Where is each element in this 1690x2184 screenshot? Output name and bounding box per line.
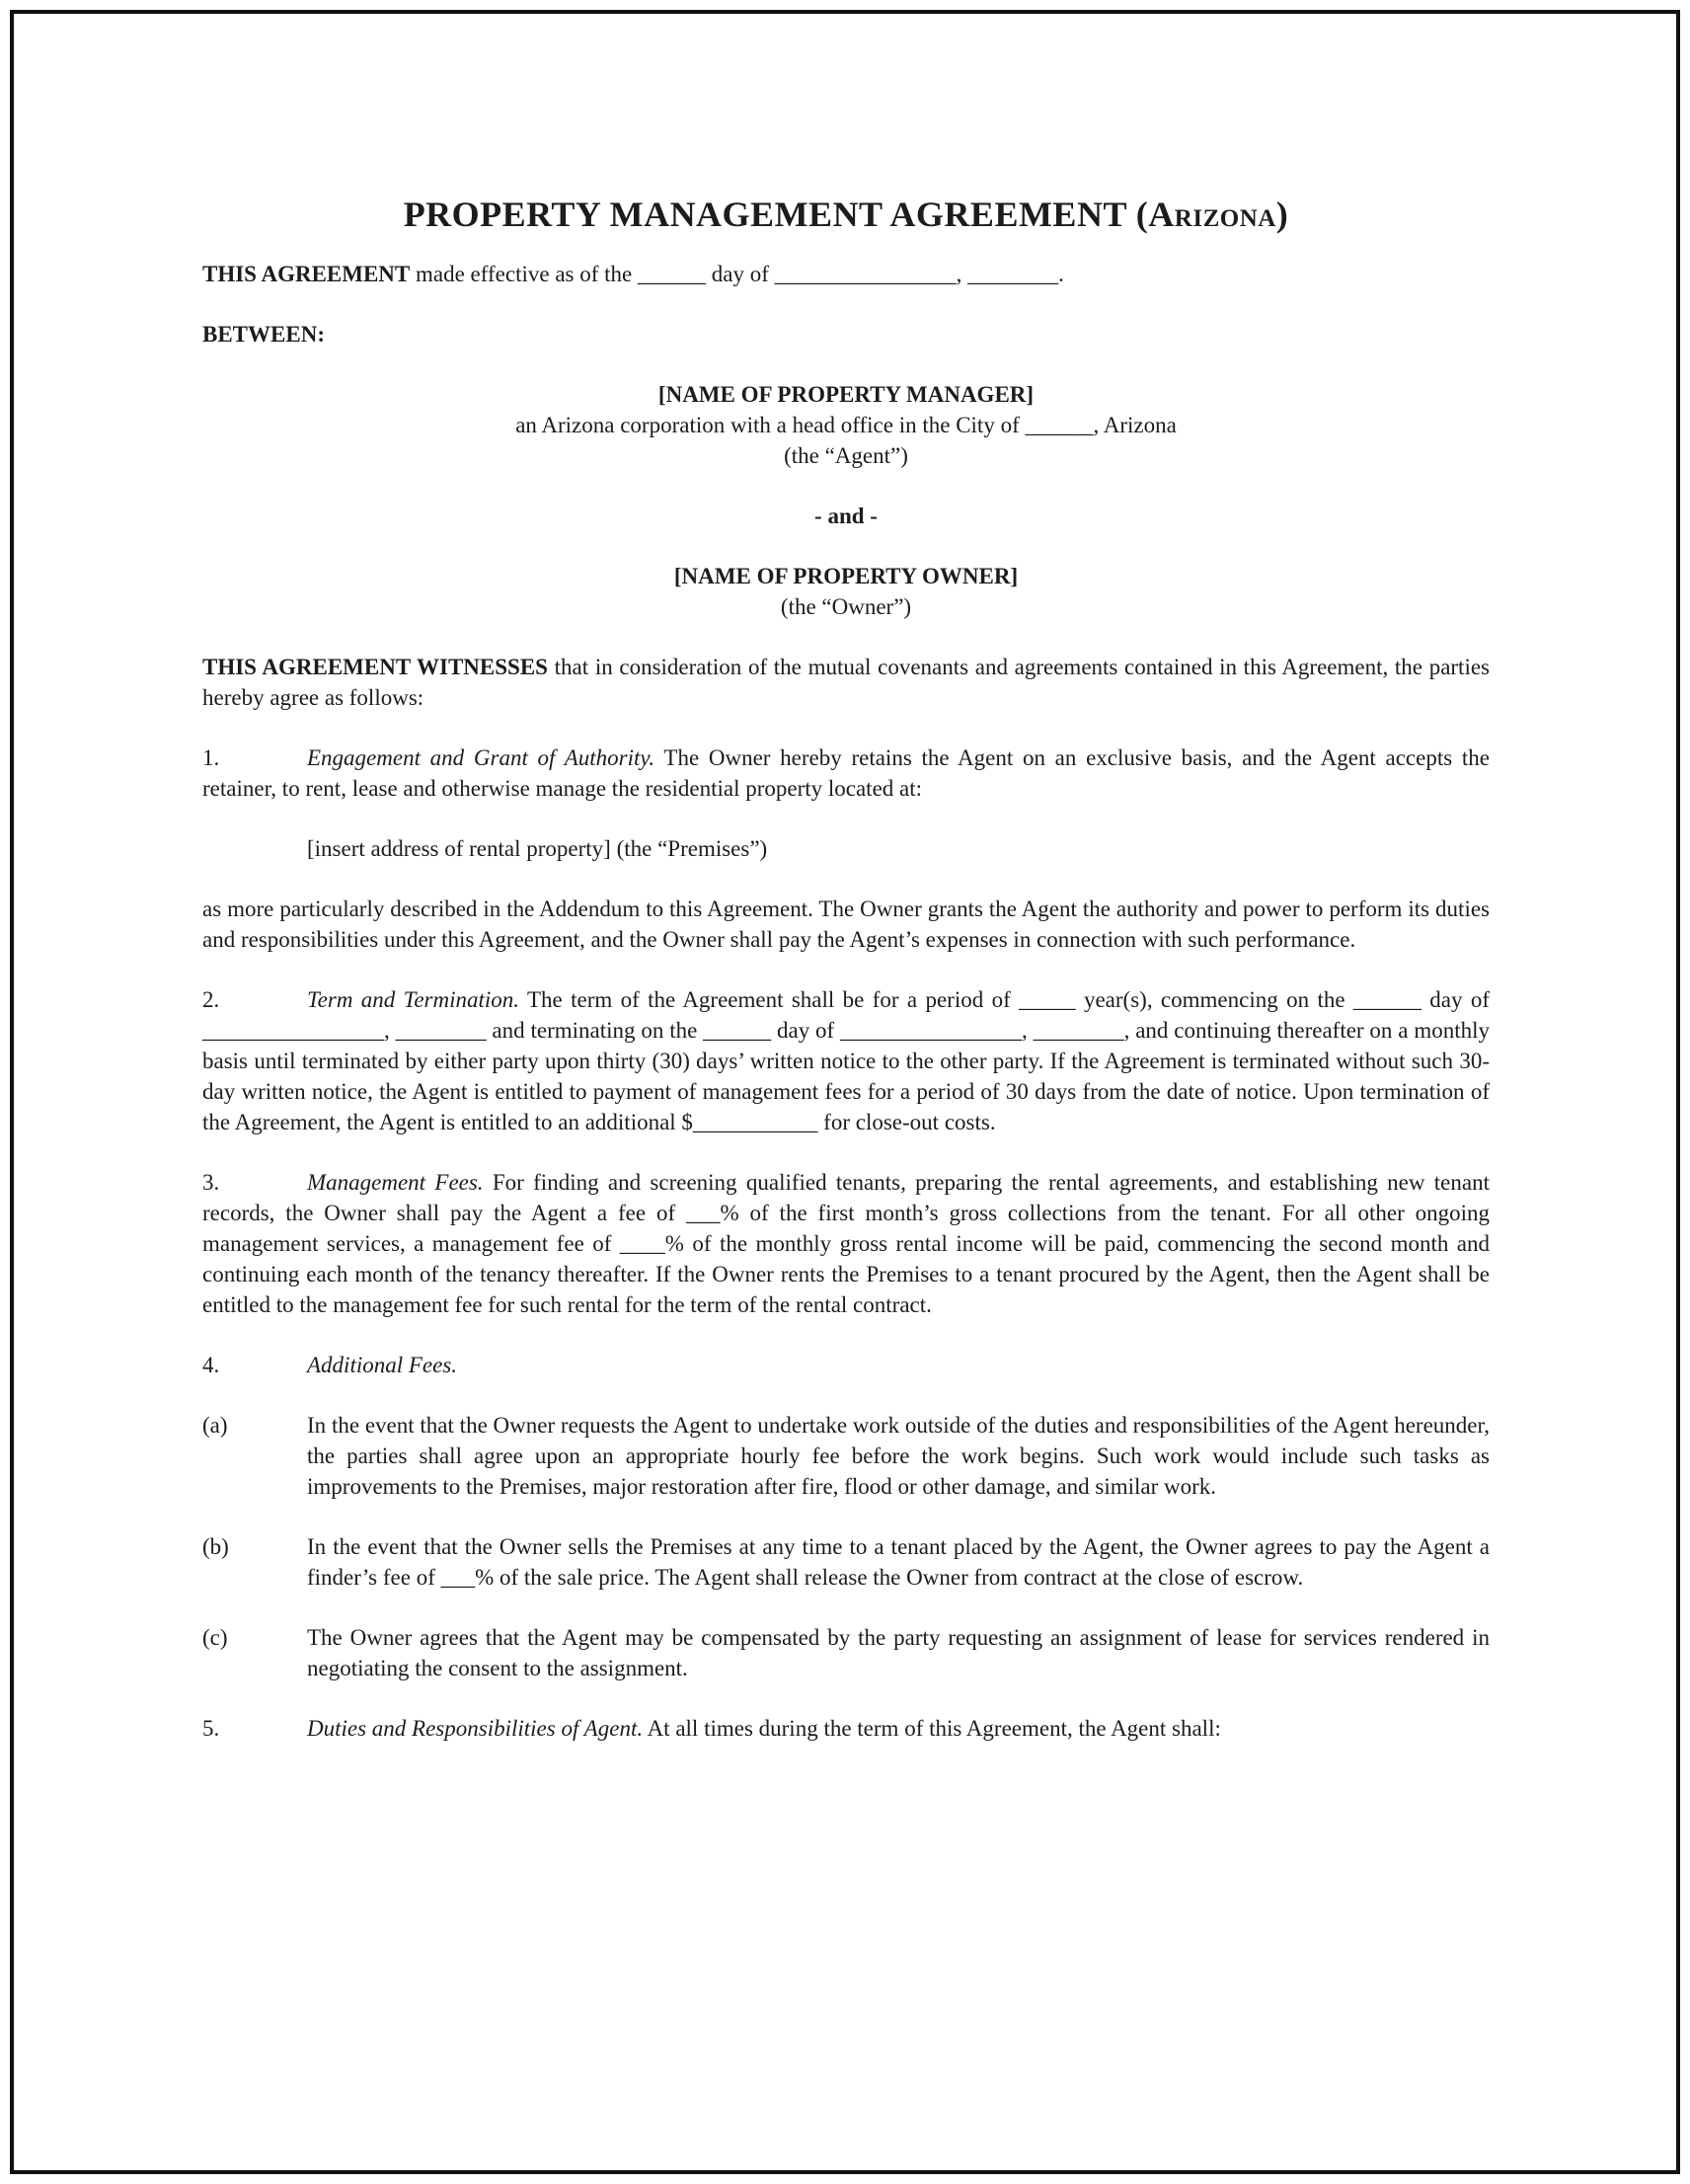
- premises-address-line: [insert address of rental property] (the “Premises”): [307, 836, 768, 861]
- section-1-text: The Owner hereby retains the Agent on an exclusive basis, and the Agent accepts the retainer, to rent, lease and otherwise manage the residential property located at:: [202, 745, 1490, 801]
- between-label: BETWEEN:: [202, 322, 325, 347]
- section-3-text: For finding and screening qualified tenants, preparing the rental agreements, and establishing new tenant records, the Owner shall pay the Agent a fee of ___% of the first month’s gross collections from the tenant. For all other ongoing management services, a management fee of ____% of the monthly gross rental income will be paid, commencing the second month and continuing each month of the tenancy thereafter. If the Owner rents the Premises to a tenant procured by the Agent, then the Agent shall be entitled to the management fee for such rental for the term of the rental contract.: [202, 1170, 1490, 1317]
- subitem-b-text: In the event that the Owner sells the Premises at any time to a tenant placed by the Agent, the Owner agrees to pay the Agent a finder’s fee of ___% of the sale price. The Agent shall release the Owner from contract at the close of escrow.: [307, 1534, 1490, 1590]
- effective-clause-bold: THIS AGREEMENT: [202, 262, 411, 286]
- manager-alias: (the “Agent”): [784, 443, 908, 468]
- section-3-heading: Management Fees.: [307, 1170, 484, 1195]
- witnesses-clause-text: that in consideration of the mutual covenants and agreements contained in this Agreement, the parties hereby agree as follows:: [202, 655, 1490, 710]
- section-1-number: 1.: [202, 745, 220, 770]
- section-4-heading: Additional Fees.: [307, 1353, 458, 1377]
- section-5-text: At all times during the term of this Agreement, the Agent shall:: [643, 1716, 1221, 1741]
- section-1: [202, 742, 1490, 804]
- subitem-c: [202, 1622, 1490, 1683]
- witnesses-clause-bold: THIS AGREEMENT WITNESSES: [202, 655, 548, 679]
- owner-name-placeholder: [NAME OF PROPERTY OWNER]: [673, 564, 1019, 588]
- subitem-a-text: In the event that the Owner requests the Agent to undertake work outside of the duties and responsibilities of the Agent hereunder, the parties shall agree upon an appropriate hourly fee before the work begins. Such work would include such tasks as improvements to the Premises, major restoration after fire, flood or other damage, and similar work.: [307, 1413, 1490, 1499]
- and-separator: - and -: [814, 504, 878, 528]
- subitem-a: [202, 1410, 1490, 1502]
- section-2-number: 2.: [202, 987, 220, 1012]
- section-4: [202, 1350, 1490, 1380]
- subitem-c-label: (c): [202, 1625, 228, 1650]
- section-2: [202, 984, 1490, 1137]
- section-2-heading: Term and Termination.: [307, 987, 520, 1012]
- section-3-number: 3.: [202, 1170, 220, 1195]
- subitem-c-text: The Owner agrees that the Agent may be compensated by the party requesting an assignment of lease for services rendered in negotiating the consent to the assignment.: [307, 1625, 1490, 1680]
- section-4-number: 4.: [202, 1353, 220, 1377]
- subitem-a-label: (a): [202, 1413, 228, 1438]
- section-1-continuation: as more particularly described in the Addendum to this Agreement. The Owner grants the Agent the authority and power to perform its duties and responsibilities under this Agreement, and the Owner shall pay the Agent’s expenses in connection with such performance.: [202, 897, 1490, 952]
- section-2-text: The term of the Agreement shall be for a period of _____ year(s), commencing on the ______ day of ________________, ________ and terminating on the ______ day of ________________, ________, and continuing thereafter on a monthly basis until terminated by either party upon thirty (30) days’ written notice to the other party. If the Agreement is terminated without such 30-day written notice, the Agent is entitled to payment of management fees for a period of 30 days from the date of notice. Upon termination of the Agreement, the Agent is entitled to an additional $___________ for close-out costs.: [202, 987, 1490, 1134]
- subitem-b: [202, 1531, 1490, 1593]
- section-5-number: 5.: [202, 1716, 220, 1741]
- section-5: [202, 1713, 1490, 1744]
- section-5-heading: Duties and Responsibilities of Agent.: [307, 1716, 644, 1741]
- document-body: [202, 194, 1490, 1744]
- witnesses-clause: [202, 652, 1490, 713]
- section-3: [202, 1167, 1490, 1320]
- section-1-heading: Engagement and Grant of Authority.: [307, 745, 655, 770]
- effective-clause-text: made effective as of the ______ day of ________________, ________.: [410, 262, 1064, 286]
- party-manager-block: [202, 379, 1490, 471]
- document-title: PROPERTY MANAGEMENT AGREEMENT (Arizona): [403, 195, 1289, 234]
- owner-alias: (the “Owner”): [780, 594, 912, 619]
- subitem-b-label: (b): [202, 1534, 229, 1559]
- party-owner-block: [202, 561, 1490, 622]
- manager-name-placeholder: [NAME OF PROPERTY MANAGER]: [657, 382, 1035, 407]
- manager-description: an Arizona corporation with a head office in the City of ______, Arizona: [515, 413, 1177, 437]
- effective-date-clause: [202, 259, 1490, 289]
